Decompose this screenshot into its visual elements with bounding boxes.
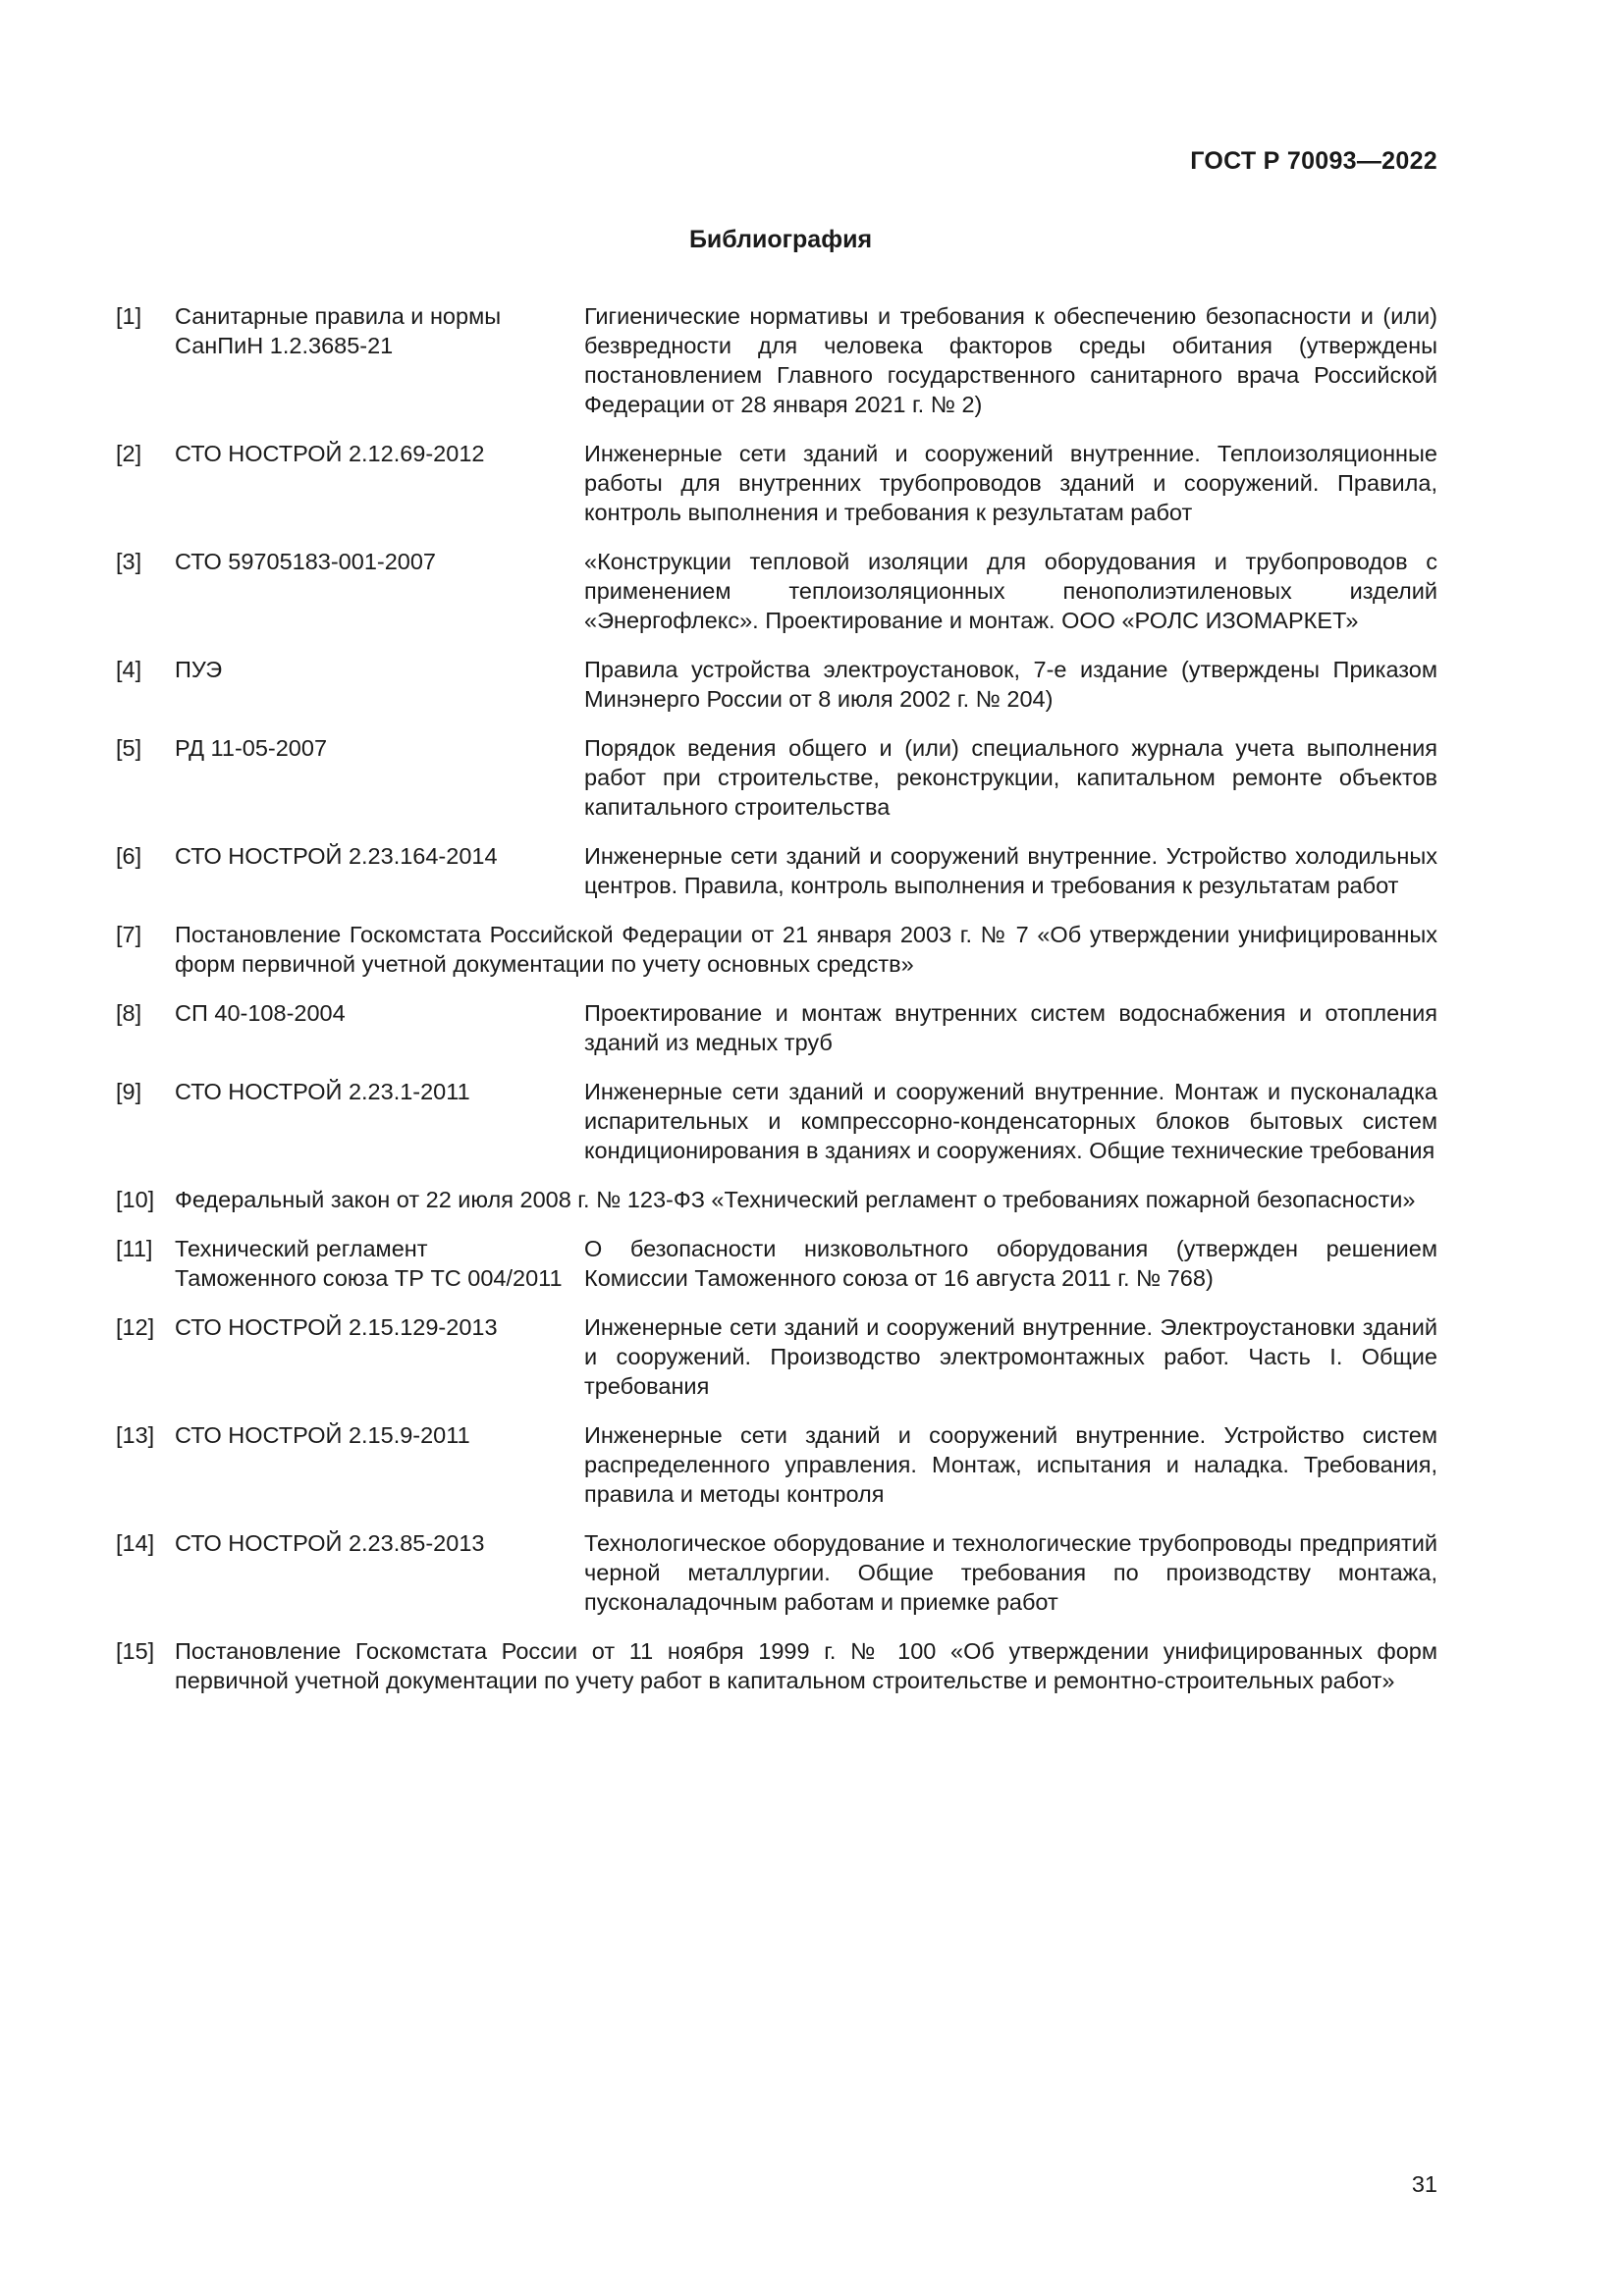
bibliography-entry <box>116 1234 1437 1293</box>
bibliography-entry <box>116 301 1437 419</box>
entry-description: Правила устройства электроустановок, 7-е издание (утверждены Приказом Минэнерго России от 8 июля 2002 г. № 204) <box>584 657 1437 712</box>
entry-code: СТО НОСТРОЙ 2.15.129-2013 <box>175 1314 498 1340</box>
entry-description: Инженерные сети зданий и сооружений внутренние. Устройство холодильных центров. Правила, контроль выполнения и требования к результатам работ <box>584 843 1437 898</box>
entry-text: Федеральный закон от 22 июля 2008 г. № 123-ФЗ «Технический регламент о требованиях пожарной безопасности» <box>175 1187 1416 1212</box>
entry-description: Инженерные сети зданий и сооружений внутренние. Монтаж и пусконаладка испарительных и компрессорно-конденсаторных блоков бытовых систем кондиционирования в зданиях и сооружениях. Общие технические требования <box>584 1079 1437 1163</box>
entry-text: Постановление Госкомстата Российской Федерации от 21 января 2003 г. № 7 «Об утверждении унифицированных форм первичной учетной документации по учету основных средств» <box>175 922 1437 977</box>
entry-code: ПУЭ <box>175 657 223 682</box>
entry-number: [11] <box>116 1236 153 1261</box>
entry-number: [3] <box>116 549 142 574</box>
entry-description: Инженерные сети зданий и сооружений внутренние. Устройство систем распределенного управления. Монтаж, испытания и наладка. Требования, правила и методы контроля <box>584 1422 1437 1507</box>
bibliography-entry <box>116 1528 1437 1617</box>
entry-text: Постановление Госкомстата России от 11 ноября 1999 г. № 100 «Об утверждении унифицированных форм первичной учетной документации по учету работ в капитальном строительстве и ремонтно-строительных работ» <box>175 1638 1437 1693</box>
bibliography-entry <box>116 1077 1437 1165</box>
entry-description: Технологическое оборудование и технологические трубопроводы предприятий черной металлургии. Общие требования по производству монтажа, пусконаладочным работам и приемке работ <box>584 1530 1437 1615</box>
bibliography-entry <box>116 655 1437 714</box>
entry-code: Технический регламент Таможенного союза ТР ТС 004/2011 <box>175 1236 563 1291</box>
entry-code: СТО НОСТРОЙ 2.23.164-2014 <box>175 843 498 869</box>
entry-code: СТО 59705183-001-2007 <box>175 549 436 574</box>
bibliography-entry <box>116 1185 1437 1214</box>
bibliography-entry <box>116 841 1437 900</box>
entry-code: СТО НОСТРОЙ 2.23.1-2011 <box>175 1079 470 1104</box>
bibliography-entry <box>116 998 1437 1057</box>
entry-description: Проектирование и монтаж внутренних систем водоснабжения и отопления зданий из медных труб <box>584 1000 1437 1055</box>
page-number: 31 <box>1411 2171 1437 2197</box>
entry-code: СТО НОСТРОЙ 2.23.85-2013 <box>175 1530 485 1556</box>
entry-description: Гигиенические нормативы и требования к обеспечению безопасности и (или) безвредности для человека факторов среды обитания (утверждены постановлением Главного государственного санитарного врача Российской Федерации от 28 января 2021 г. № 2) <box>584 303 1437 417</box>
bibliography-entry <box>116 1420 1437 1509</box>
entry-number: [7] <box>116 922 142 947</box>
entry-number: [4] <box>116 657 142 682</box>
bibliography-entry <box>116 920 1437 979</box>
entry-number: [2] <box>116 441 142 466</box>
entry-code: СТО НОСТРОЙ 2.15.9-2011 <box>175 1422 470 1448</box>
entry-number: [8] <box>116 1000 142 1026</box>
entry-description: «Конструкции тепловой изоляции для оборудования и трубопроводов с применением теплоизоляционных пенополиэтиленовых изделий «Энергофлекс». Проектирование и монтаж. ООО «РОЛС ИЗОМАРКЕТ» <box>584 549 1437 633</box>
entry-description: Инженерные сети зданий и сооружений внутренние. Теплоизоляционные работы для внутренних трубопроводов зданий и сооружений. Правила, контроль выполнения и требования к результатам работ <box>584 441 1437 525</box>
entry-number: [1] <box>116 303 142 329</box>
entry-number: [5] <box>116 735 142 761</box>
entry-description: О безопасности низковольтного оборудования (утвержден решением Комиссии Таможенного союза от 16 августа 2011 г. № 768) <box>584 1236 1437 1291</box>
bibliography-list <box>116 301 1437 1715</box>
entry-description: Инженерные сети зданий и сооружений внутренние. Электроустановки зданий и сооружений. Производство электромонтажных работ. Часть I. Общие требования <box>584 1314 1437 1399</box>
entry-number: [13] <box>116 1422 155 1448</box>
bibliography-entry <box>116 1636 1437 1695</box>
entry-number: [9] <box>116 1079 142 1104</box>
document-header: ГОСТ Р 70093—2022 <box>1190 147 1437 175</box>
bibliography-entry <box>116 547 1437 635</box>
entry-code: СТО НОСТРОЙ 2.12.69-2012 <box>175 441 485 466</box>
entry-description: Порядок ведения общего и (или) специального журнала учета выполнения работ при строительстве, реконструкции, капитальном ремонте объектов капитального строительства <box>584 735 1437 820</box>
entry-number: [12] <box>116 1314 155 1340</box>
bibliography-entry <box>116 1312 1437 1401</box>
entry-code: СП 40-108-2004 <box>175 1000 346 1026</box>
entry-number: [15] <box>116 1638 155 1664</box>
entry-number: [10] <box>116 1187 155 1212</box>
entry-code: Санитарные правила и нормы СанПиН 1.2.3685-21 <box>175 303 502 358</box>
bibliography-entry <box>116 733 1437 822</box>
entry-number: [6] <box>116 843 142 869</box>
bibliography-entry <box>116 439 1437 527</box>
entry-code: РД 11-05-2007 <box>175 735 328 761</box>
page-title: Библиография <box>688 226 873 253</box>
entry-number: [14] <box>116 1530 155 1556</box>
